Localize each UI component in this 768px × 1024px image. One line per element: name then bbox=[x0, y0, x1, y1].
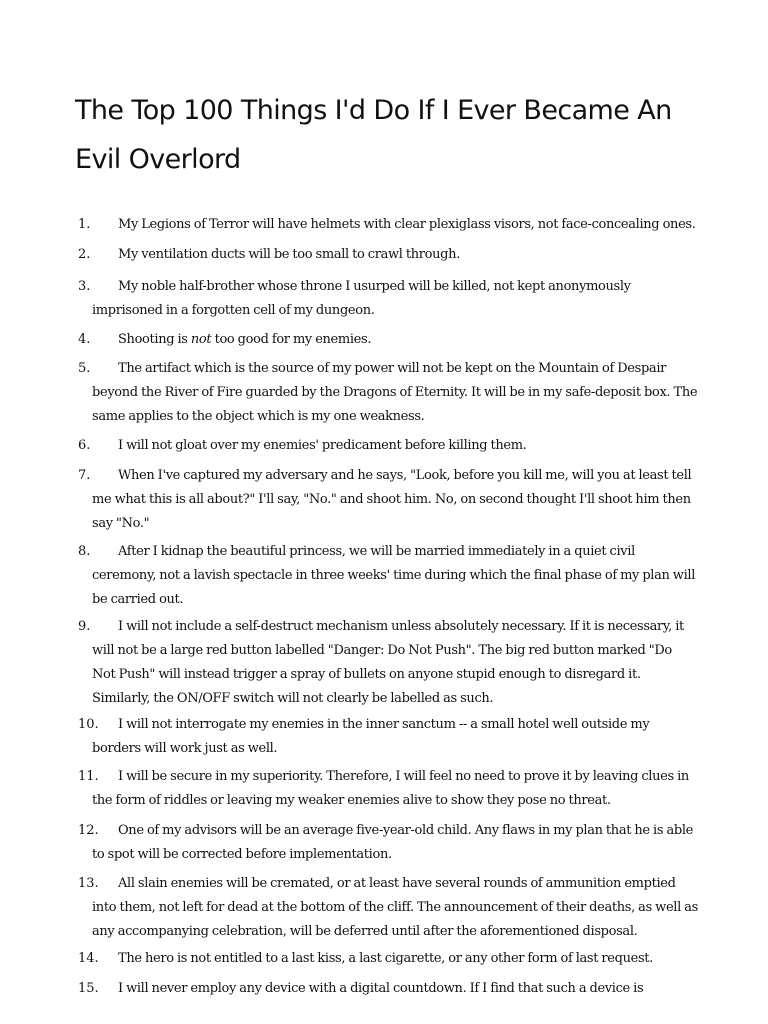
item-text: The artifact which is the source of my power will not be kept on the Mountain of Despair beyond the River of Fire guarded by the Dragons of Eternity. It will be in my safe-deposit box. The same applies to the object which is my one weakness. bbox=[92, 361, 698, 424]
list-item-2 bbox=[78, 243, 698, 267]
list-item-13 bbox=[78, 872, 698, 944]
item-text bbox=[92, 328, 698, 352]
item-text: My ventilation ducts will be too small to crawl through. bbox=[118, 247, 460, 262]
item-text: My Legions of Terror will have helmets with clear plexiglass visors, not face-concealing ones. bbox=[118, 217, 696, 232]
item-number: 4. bbox=[78, 332, 91, 347]
item-text: The hero is not entitled to a last kiss, a last cigarette, or any other form of last request. bbox=[118, 951, 653, 966]
item-number: 6. bbox=[78, 438, 91, 453]
list-item-3 bbox=[78, 275, 698, 323]
list-item-15 bbox=[78, 977, 698, 1001]
item-number: 10. bbox=[78, 717, 99, 732]
item-text-start: Shooting is bbox=[118, 332, 191, 347]
item-number: 15. bbox=[78, 981, 99, 996]
list-item-7 bbox=[78, 464, 698, 536]
item-text: I will not interrogate my enemies in the inner sanctum -- a small hotel well outside my borders will work just as well. bbox=[92, 717, 650, 756]
item-text: One of my advisors will be an average five-year-old child. Any flaws in my plan that he is able to spot will be corrected before implementation. bbox=[92, 823, 693, 862]
item-number: 2. bbox=[78, 247, 91, 262]
list-item-11 bbox=[78, 765, 698, 813]
list-item-4 bbox=[78, 328, 698, 352]
item-text: My noble half-brother whose throne I usurped will be killed, not kept anonymously imprisoned in a forgotten cell of my dungeon. bbox=[92, 279, 631, 318]
list-item-1 bbox=[78, 213, 698, 237]
emphasized-word: not bbox=[190, 332, 212, 347]
item-number: 5. bbox=[78, 361, 91, 376]
item-number: 12. bbox=[78, 823, 99, 838]
item-text: I will be secure in my superiority. Therefore, I will feel no need to prove it by leaving clues in the form of riddles or leaving my weaker enemies alive to show they pose no threat. bbox=[92, 769, 689, 808]
item-text: When I've captured my adversary and he says, "Look, before you kill me, will you at least tell me what this is all about?" I'll say, "No." and shoot him. No, on second thought I'll shoot him then say "No." bbox=[92, 468, 692, 531]
item-number: 7. bbox=[78, 468, 91, 483]
item-number: 1. bbox=[78, 217, 91, 232]
item-number: 8. bbox=[78, 544, 91, 559]
list-item-14 bbox=[78, 947, 698, 971]
list-item-6 bbox=[78, 434, 698, 458]
list-item-8 bbox=[78, 540, 698, 612]
item-text: I will never employ any device with a digital countdown. If I find that such a device is bbox=[118, 981, 644, 996]
item-number: 14. bbox=[78, 951, 99, 966]
item-text: After I kidnap the beautiful princess, we will be married immediately in a quiet civil ceremony, not a lavish spectacle in three weeks' time during which the final phase of my plan will be carried out. bbox=[92, 544, 696, 607]
document-title: The Top 100 Things I'd Do If I Ever Became An Evil Overlord bbox=[75, 95, 672, 175]
item-text: I will not gloat over my enemies' predicament before killing them. bbox=[118, 438, 527, 453]
item-number: 11. bbox=[78, 769, 99, 784]
list-item-12 bbox=[78, 819, 698, 867]
list-item-5 bbox=[78, 357, 698, 429]
item-number: 3. bbox=[78, 279, 91, 294]
item-text: I will not include a self-destruct mechanism unless absolutely necessary. If it is necessary, it will not be a large red button labelled "Danger: Do Not Push". The big red button marked "Do Not Push" will instead trigger a spray of bullets on anyone stupid enough to disregard it. Similarly, the ON/OFF switch will not clearly be labelled as such. bbox=[92, 619, 684, 706]
list-item-9 bbox=[78, 615, 698, 711]
item-text: All slain enemies will be cremated, or at least have several rounds of ammunition emptied into them, not left for dead at the bottom of the cliff. The announcement of their deaths, as well as any accompanying celebration, will be deferred until after the aforementioned disposal. bbox=[92, 876, 698, 939]
item-number: 13. bbox=[78, 876, 99, 891]
item-text-end: too good for my enemies. bbox=[211, 332, 372, 347]
item-number: 9. bbox=[78, 619, 91, 634]
list-item-10 bbox=[78, 713, 698, 761]
